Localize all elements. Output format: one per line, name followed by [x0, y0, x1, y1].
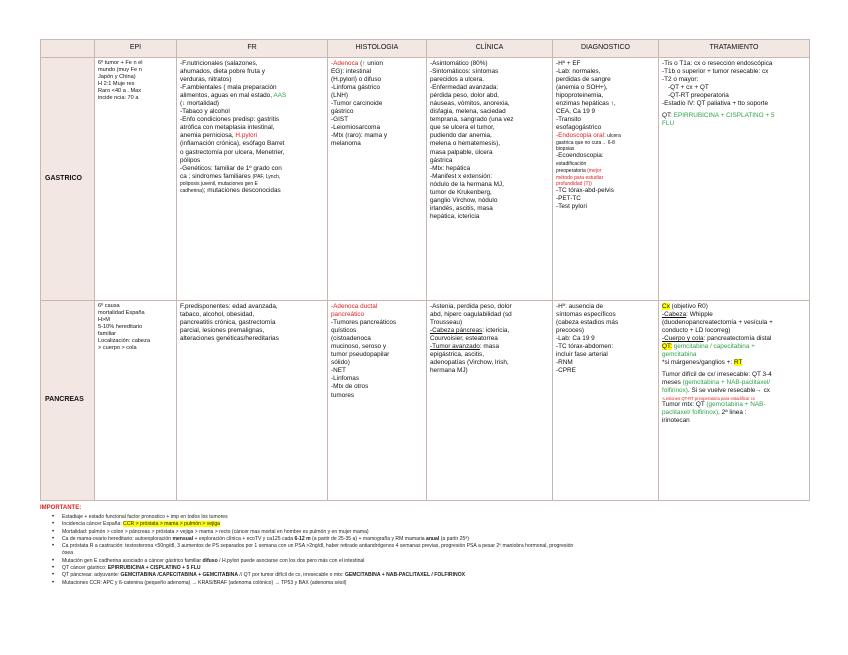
- clin-line: melena o hematemesis),: [430, 140, 500, 148]
- clin-line: pérdida peso, dolor abd,: [430, 92, 499, 100]
- trat-line: [662, 335, 806, 343]
- diag-red: (mejor: [587, 167, 602, 174]
- diag-line: (cabeza estadios más: [556, 319, 619, 327]
- diag-line: hipoproteinemia,: [556, 92, 604, 100]
- trat-text: . Si se vuelve resecable→ cx: [687, 387, 770, 395]
- row-gastrico: [41, 58, 810, 301]
- header-diagnostico: DIAGNOSTICO: [553, 40, 659, 58]
- fr-line: pancreatitis crónica, gastrectomía: [180, 319, 276, 327]
- notes-title: IMPORTANTE:: [40, 505, 82, 511]
- clin-line: [430, 327, 549, 335]
- hist-line: tumores: [331, 391, 355, 399]
- hist-line: -Leiomiosarcoma: [331, 124, 381, 132]
- cell-pancreas-fr: [177, 301, 328, 501]
- note-item: • Mortalidad: pulmón > colon > páncreas > próstata > vejiga > mama > recto (cáncer mas mortal en hombre es pulmón y en mujer mama): [62, 529, 830, 536]
- summary-table: [40, 39, 810, 501]
- diag-line: gastrica que no cura→ 6-8: [556, 140, 615, 147]
- note-text: ósea: [62, 550, 74, 557]
- trat-green: (gemcitabina + NAB-paclitaxel/: [682, 379, 771, 387]
- trat-text: meses: [662, 379, 683, 387]
- fr-line: -F.ambientales ( mala preparación: [180, 84, 277, 92]
- hist-line: -Tumores pancreáticos: [331, 319, 397, 327]
- header-fr: FR: [177, 40, 328, 58]
- hist-line: (cistoadenoca: [331, 335, 371, 343]
- trat-line: [662, 387, 806, 395]
- trat-line: -T2 o mayor:: [662, 76, 699, 84]
- fr-line: atrófica con metaplasia intestinal,: [180, 124, 275, 132]
- trat-line: irinotecan: [662, 416, 690, 424]
- diag-line: esofagogástrico: [556, 124, 602, 132]
- clin-line: náuseas, vómitos, anorexia,: [430, 100, 510, 108]
- header-clinica: CLÍNICA: [427, 40, 553, 58]
- trat-line: [662, 311, 806, 319]
- hist-line: -Tumor carcinoide: [331, 100, 383, 108]
- note-bold: EPIRRUBICINA + CISPLATINO + 5 FLU: [107, 565, 201, 572]
- note-text: (a partir de 25-35 a) + mamografía y RM mamaria: [310, 535, 426, 542]
- clin-line: epigástrica, ascitis,: [430, 351, 484, 359]
- fr-line: [180, 92, 324, 100]
- fr-line: F.predisponentes: edad avanzada,: [180, 303, 278, 310]
- clin-text: : ictericia,: [482, 327, 510, 335]
- trat-line: [662, 112, 806, 120]
- note-bold: GEMCITABINA /CAPECITABINA + GEMCITABINA: [120, 572, 239, 579]
- hist-line: pancreático: [331, 311, 365, 319]
- fr-hpylori: H.pylori: [235, 132, 258, 140]
- trat-line: [662, 359, 806, 367]
- row-label-pancreas: PANCREAS: [41, 301, 95, 501]
- diag-line: precoces): [556, 327, 585, 335]
- trat-green: gemcitabina / capecitabina +: [671, 343, 755, 351]
- trat-line: -QT + cx + QT: [668, 84, 709, 92]
- diag-small: preoperatoria: [556, 167, 588, 174]
- header-empty: [41, 40, 95, 58]
- note-bold: mensual: [172, 535, 194, 542]
- note-item: [62, 521, 830, 528]
- note-item: [62, 543, 830, 558]
- hist-line: -Linfoma gástrico: [331, 84, 381, 92]
- trat-qt-hl: QT:: [662, 343, 672, 351]
- fr-line: -Enfo condiciones predisp: gastritis: [180, 116, 280, 124]
- hist-text: (↑ union: [358, 60, 383, 67]
- hist-line: (LNH): [331, 92, 349, 100]
- trat-line: (duodenopancreatectomía + vesícula +: [662, 319, 773, 327]
- epi-line: Japón y China): [98, 74, 136, 80]
- trat-text: : pancreatectomía distal: [703, 335, 772, 343]
- fr-line: (inflamación crónica), esófago Barret: [180, 140, 285, 148]
- cell-pancreas-diagnostico: [553, 301, 659, 501]
- note-item: [62, 536, 830, 543]
- row-pancreas: [41, 301, 810, 501]
- clin-line: temprana, sangrado (una vez: [430, 116, 514, 124]
- note-text: // QT por tumor difícil de cx, irresecable o mtx:: [238, 572, 345, 579]
- diag-line: método para estudiar: [556, 174, 604, 181]
- hist-line: -Mtx de otros: [331, 383, 369, 391]
- hist-line: gástrico: [331, 108, 354, 116]
- trat-text: *si márgenes/ganglios +:: [662, 359, 734, 367]
- fr-line: verduras, nitratos): [180, 76, 232, 84]
- clin-line: masa palpable, úlcera: [430, 148, 493, 156]
- cell-gastrico-diagnostico: [553, 58, 659, 301]
- fr-line: pólipos: [180, 156, 201, 164]
- header-row: [41, 40, 810, 58]
- fr-line: parcial, lesiones premalignas,: [180, 327, 265, 335]
- trat-line: -Estadio IV: QT paliativa + tto soporte: [662, 100, 769, 108]
- epi-line: > cuerpo > cola: [98, 345, 137, 351]
- diag-line: -Lab: Ca 19 9: [556, 335, 595, 343]
- hist-line: tumor pseudopapilar: [331, 351, 390, 359]
- note-highlight: CCR > próstata > mama > pulmón > vejiga: [123, 521, 221, 528]
- diag-line: -Ecoendoscopia:: [556, 152, 604, 160]
- fr-text: ; mutaciones desconocidas: [203, 186, 281, 194]
- diag-line: perdidas de sangre: [556, 76, 611, 84]
- diag-small: ulcera: [605, 133, 621, 140]
- trat-rt: RT: [733, 359, 743, 367]
- note-text: QT páncreas: adyuvante:: [62, 572, 121, 579]
- fr-line: tabaco, alcohol, obesidad,: [180, 311, 255, 319]
- diag-line: profundidad (T)): [556, 180, 592, 187]
- diag-line: -Test pylori: [556, 202, 587, 210]
- fr-line: (↓ mortalidad): [180, 100, 220, 108]
- clin-line: [430, 343, 549, 351]
- note-text: Incidencia cáncer España:: [62, 521, 124, 528]
- diag-line: -Hº + EF: [556, 60, 581, 67]
- diag-line: -CPRE: [556, 367, 576, 375]
- cell-gastrico-fr: [177, 58, 328, 301]
- clin-line: hermana MJ): [430, 367, 468, 375]
- diag-line: [556, 132, 655, 140]
- clin-line: -Enfermedad avanzada:: [430, 84, 499, 92]
- fr-small: cadherina): [180, 187, 204, 194]
- hist-line: (H.pylori) o difuso: [331, 76, 382, 84]
- hist-line: -GIST: [331, 116, 349, 124]
- hist-line: -NET: [331, 367, 346, 375]
- notes-list: [40, 514, 830, 587]
- epi-line: 5-10% hereditario: [98, 324, 143, 330]
- fr-line: [180, 173, 324, 181]
- clin-line: -Manifest x extensión:: [430, 172, 493, 180]
- cell-gastrico-tratamiento: [659, 58, 810, 301]
- trat-qt: EPIRRUBICINA + CISPLATINO + 5: [673, 112, 775, 120]
- trat-text: (objetivo R0): [669, 303, 708, 310]
- fr-line: alteraciones genéticas/hereditarias: [180, 335, 279, 343]
- diag-line: -Lab: normales,: [556, 68, 601, 76]
- trat-line: conducto + LD locorreg): [662, 327, 731, 335]
- trat-line: [662, 343, 806, 351]
- epi-line: mortalidad España: [98, 310, 145, 316]
- hist-line: -Mtx (raro): mama y: [331, 132, 388, 140]
- trat-line: [662, 379, 806, 387]
- diag-line: -PET-TC: [556, 194, 581, 202]
- hist-adenoca: -Adenoca: [331, 60, 359, 67]
- trat-line: -T1b o superior + tumor resecable: cx: [662, 68, 769, 76]
- diag-line: -RNM: [556, 359, 573, 367]
- diag-line: síntomas específicos: [556, 311, 616, 319]
- clin-line: irlandés, ascitis, masa: [430, 204, 493, 212]
- clin-line: hepática, ictericia: [430, 212, 480, 220]
- clin-line: -Sintomáticos: síntomas: [430, 68, 499, 76]
- hist-line: mucinoso, seroso y: [331, 343, 387, 351]
- cell-pancreas-epi: [95, 301, 177, 501]
- clin-line: -Mtx: hepática: [430, 164, 471, 172]
- trat-green: paclitaxel/ folfirinox): [662, 408, 719, 416]
- trat-line: -QT-RT preoperatoria: [668, 92, 729, 100]
- trat-line: [662, 409, 806, 417]
- fr-line: [180, 187, 324, 195]
- clin-line: Courvoisier, esteatorrea: [430, 335, 498, 343]
- note-text: Ca de mama-ovario hereditario: autoexploración: [62, 535, 173, 542]
- note-item: • Mutaciones CCR: APC y ß-catenina (pequeño adenoma) → KRAS/BRAF (adenoma colónico) → TP53 y BAX (adenoma sésil): [62, 580, 830, 587]
- fr-line: -Tabaco y alcohol: [180, 108, 230, 116]
- fr-small: (PAF, Lynch,: [252, 173, 281, 180]
- note-bold: difuso: [202, 557, 218, 564]
- epi-line: H 2:1 Muje res: [98, 81, 135, 87]
- trat-cx: Cx: [662, 303, 670, 310]
- epi-line: 6º causa: [98, 303, 120, 309]
- cell-gastrico-clinica: [427, 58, 553, 301]
- clin-line: ganglio Virchow, nódulo: [430, 196, 498, 204]
- epi-line: H>M: [98, 317, 110, 323]
- header-tratamiento: TRATAMIENTO: [659, 40, 810, 58]
- trat-line: Tumor difícil de cx/ irresecable: QT 3-4: [662, 371, 772, 379]
- note-text: QT cáncer gástrico:: [62, 565, 108, 572]
- trat-line: gemcitabina: [662, 351, 697, 359]
- diag-line: (anemia o SOH+),: [556, 84, 608, 92]
- fr-line: [180, 132, 324, 140]
- diag-line: -Transito: [556, 116, 581, 124]
- header-histologia: HISTOLOGIA: [328, 40, 427, 58]
- epi-line: Raro <40 a . Max: [98, 88, 142, 94]
- fr-text: anemia perniciosa,: [180, 132, 236, 140]
- trat-line: FLU: [662, 120, 675, 128]
- diag-line: biopsias: [556, 146, 575, 153]
- fr-line: -Genéticos: familiar de 1º grado con: [180, 164, 282, 172]
- diag-line: estadificación: [556, 160, 587, 167]
- note-bold: GEMCITABINA + NAB-PACLITAXEL / FOLFIRINOX: [344, 572, 466, 579]
- header-epi: EPI: [95, 40, 177, 58]
- clin-line: Trousseau): [430, 319, 463, 327]
- fr-text: ca ; sindromes familiares: [180, 172, 253, 180]
- clin-line: nódulo de la hermana MJ,: [430, 180, 504, 188]
- diag-line: [556, 167, 655, 175]
- trat-line: [662, 401, 806, 409]
- note-text: + exploración clínica + ecoTV y ca125 cada: [193, 535, 295, 542]
- note-item: [62, 558, 830, 565]
- hist-line: EG): intestinal: [331, 68, 372, 76]
- hist-line: sólido): [331, 359, 350, 367]
- hist-line: melanoma: [331, 140, 361, 148]
- diag-line: incluir fase arterial: [556, 351, 608, 359]
- clin-text: : masa: [479, 343, 500, 351]
- cell-gastrico-histologia: [328, 58, 427, 301]
- epi-line: mundo (muy Fe n: [98, 67, 142, 73]
- diag-line: -TC tórax-abd-pelvis: [556, 186, 614, 194]
- note-text: (a partir 25ª): [439, 535, 469, 542]
- fr-aas: AAS: [273, 92, 287, 100]
- note-text: / H.pylori puede asociarse con los dos pero más con el intestinal: [217, 557, 365, 564]
- trat-text: Tumor mtx: QT: [662, 400, 707, 408]
- clin-line: tumor de Krukenberg,: [430, 188, 492, 196]
- diag-line: CEA, Ca 19 9: [556, 108, 596, 116]
- trat-underline: -Cuerpo y cola: [662, 335, 704, 343]
- trat-underline: -Cabeza: [662, 311, 687, 319]
- clin-line: parecidos a ulcera.: [430, 76, 484, 84]
- epi-line: Localización: cabeza: [98, 338, 150, 344]
- clin-line: pudiendo dar anemia,: [430, 132, 492, 140]
- hist-line: [331, 60, 423, 68]
- hist-line: -Linfomas: [331, 375, 360, 383]
- hist-line: -Adenoca ductal: [331, 303, 378, 310]
- note-item: • Estadiaje + estado funcional factor pronostico + imp en todos los tumores: [62, 514, 830, 521]
- trat-tiny-note: -Lesiones QT-RT preoperatoria para estadificar cx: [662, 395, 755, 401]
- cell-pancreas-clinica: [427, 301, 553, 501]
- clin-line: -Astenia, perdida peso, dolor: [430, 303, 512, 310]
- diag-line: -TC tórax-abdomen:: [556, 343, 614, 351]
- fr-line: -F.nutricionales (salazones,: [180, 60, 258, 67]
- fr-text: alimentos, aguas en mal estado,: [180, 92, 274, 100]
- diag-line: -Hº: ausencia de: [556, 303, 604, 310]
- trat-green: folfirinox): [662, 387, 688, 395]
- trat-line: -Tis o T1a: cx o resección endoscópica: [662, 60, 773, 67]
- note-text: Mutación gen E cadherina asociado a cáncer gástrico familiar: [62, 557, 203, 564]
- trat-green: (gemcitabina + NAB-: [706, 400, 766, 408]
- fr-line: poliposis juvenil, mutaciones gen E: [180, 180, 258, 187]
- epi-line: familiar: [98, 331, 117, 337]
- cell-pancreas-tratamiento: [659, 301, 810, 501]
- clin-line: adenopatías (Virchow, Irish,: [430, 359, 509, 367]
- trat-line: [662, 303, 806, 311]
- clin-line: que se ulcera el tumor,: [430, 124, 495, 132]
- epi-line: incide ncia: 70 a: [98, 95, 139, 101]
- clin-line: gástrica: [430, 156, 453, 164]
- diag-line: enzimas hepáticas ↑,: [556, 100, 616, 108]
- note-bold: 6-12 m: [294, 535, 311, 542]
- trat-text: . 2ª linea :: [718, 408, 747, 416]
- fr-line: ahumados, dieta pobre fruta y: [180, 68, 265, 76]
- hist-line: quísticos: [331, 327, 357, 335]
- row-label-gastrico: GASTRICO: [41, 58, 95, 301]
- cell-pancreas-histologia: [328, 301, 427, 501]
- note-text: Ca próstata R a castración: testosterona <50ng/dl, 3 aumentos de PS separados por 1 semana con un PSA >2ng/dl, haber retirado antiandrógenos 4 semanas previas, progresión PSA a pesar 2º maniobra hormonal, progresión: [62, 543, 574, 550]
- cell-gastrico-epi: [95, 58, 177, 301]
- epi-line: 6º tumor + Fe n el: [98, 60, 143, 66]
- diag-endoscopia: -Endoscopia oral:: [556, 132, 606, 140]
- note-item: [62, 572, 830, 579]
- clin-underline: -Cabeza páncreas: [430, 327, 483, 335]
- clin-line: -Asintomático (80%): [430, 60, 488, 67]
- clin-line: abd, hiperc oagulabilidad (sd: [430, 311, 512, 319]
- trat-text: QT:: [662, 112, 674, 120]
- clin-underline: -Tumor avanzado: [430, 343, 480, 351]
- important-notes: [40, 505, 830, 587]
- trat-text: : Whipple: [686, 311, 713, 319]
- clin-line: disfagia, melena, saciedad: [430, 108, 506, 116]
- fr-line: o gastrectomía por ulcera, Menetrier,: [180, 148, 285, 156]
- note-item: [62, 565, 830, 572]
- note-bold: anual: [425, 535, 440, 542]
